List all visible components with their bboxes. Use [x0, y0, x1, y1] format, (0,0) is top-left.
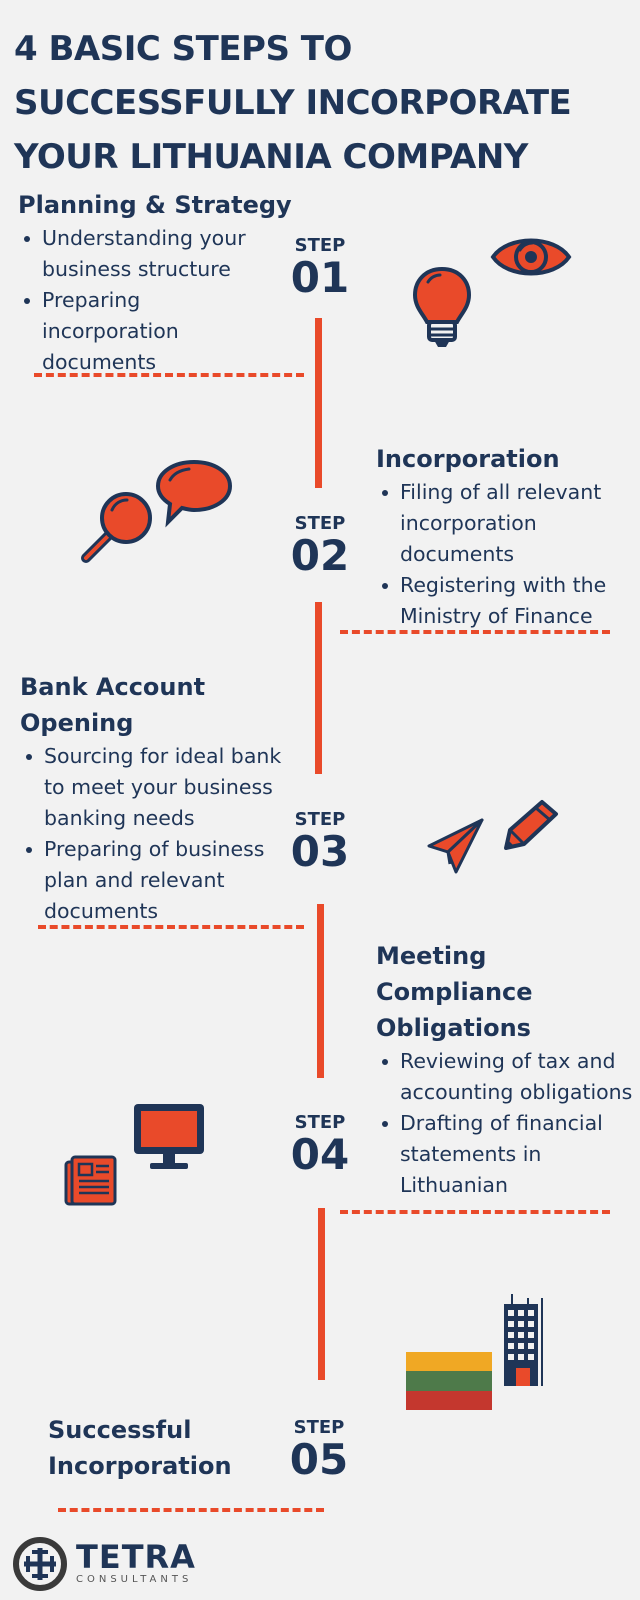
step-3-heading-line-1: Bank Account: [20, 673, 206, 701]
step-3-bullets: [20, 741, 281, 927]
step-3-badge: [280, 810, 360, 874]
step-4-bullets: [376, 1046, 632, 1201]
divider: [340, 630, 610, 634]
pencil-icon: [502, 798, 560, 852]
step-number: 01: [290, 253, 350, 302]
step-1-badge: [280, 236, 360, 300]
title-line-3: YOUR LITHUANIA COMPANY: [14, 137, 528, 177]
title-line-2: SUCCESSFULLY INCORPORATE: [14, 83, 572, 123]
divider: [340, 1210, 610, 1214]
list-item: Understanding your business structure: [42, 223, 292, 285]
list-item: Sourcing for ideal bank to meet your business banking needs: [44, 741, 281, 834]
list-item: Preparing incorporation documents: [42, 285, 292, 378]
magnifier-icon: [80, 490, 156, 566]
divider: [58, 1508, 324, 1512]
timeline-line: [317, 904, 324, 1078]
divider: [38, 925, 304, 929]
step-4-content: [376, 938, 632, 1201]
paper-plane-icon: [426, 816, 486, 876]
brand-name: TETRA: [76, 1538, 196, 1576]
step-number: 05: [289, 1435, 349, 1484]
step-5-badge: [279, 1418, 359, 1482]
brand-block: [76, 1540, 196, 1586]
step-number: 04: [290, 1130, 350, 1179]
page-title: [14, 22, 634, 184]
step-4-badge: [280, 1113, 360, 1177]
step-label: STEP: [294, 513, 346, 534]
timeline-line: [315, 602, 322, 774]
list-item: Filing of all relevant incorporation documents: [400, 477, 606, 570]
step-1-content: [18, 187, 292, 378]
step-2-heading: Incorporation: [376, 445, 560, 473]
step-number: 02: [290, 531, 350, 580]
step-3-content: [20, 669, 281, 927]
list-item: Registering with the Ministry of Finance: [400, 570, 606, 632]
step-5-heading-line-1: Successful: [48, 1416, 192, 1444]
list-item: Preparing of business plan and relevant documents: [44, 834, 281, 927]
lightbulb-icon: [412, 266, 472, 350]
lithuania-flag-icon: [406, 1352, 492, 1410]
step-5-heading-line-2: Incorporation: [48, 1452, 232, 1480]
newspaper-icon: [64, 1154, 118, 1208]
step-5-content: [48, 1412, 232, 1484]
tetra-logo-icon: [12, 1536, 68, 1592]
step-label: STEP: [294, 809, 346, 830]
step-2-badge: [280, 514, 360, 578]
step-1-heading: Planning & Strategy: [18, 191, 292, 219]
eye-icon: [490, 232, 572, 282]
speech-bubble-icon: [154, 458, 234, 526]
title-line-1: 4 BASIC STEPS TO: [14, 29, 352, 69]
list-item: Reviewing of tax and accounting obligations: [400, 1046, 632, 1108]
step-number: 03: [290, 827, 350, 876]
divider: [34, 373, 304, 377]
step-3-heading-line-2: Opening: [20, 709, 134, 737]
step-4-heading-line-3: Obligations: [376, 1014, 531, 1042]
step-4-heading-line-1: Meeting: [376, 942, 487, 970]
step-2-content: [376, 441, 606, 632]
step-label: STEP: [294, 1112, 346, 1133]
timeline-line: [318, 1208, 325, 1380]
step-4-heading-line-2: Compliance: [376, 978, 533, 1006]
step-label: STEP: [293, 1417, 345, 1438]
monitor-icon: [132, 1102, 206, 1172]
step-1-bullets: [18, 223, 292, 378]
office-building-icon: [500, 1294, 550, 1386]
timeline-line: [315, 318, 322, 488]
brand-tagline: CONSULTANTS: [76, 1574, 193, 1585]
list-item: Drafting of financial statements in Lithuanian: [400, 1108, 632, 1201]
step-label: STEP: [294, 235, 346, 256]
step-2-bullets: [376, 477, 606, 632]
